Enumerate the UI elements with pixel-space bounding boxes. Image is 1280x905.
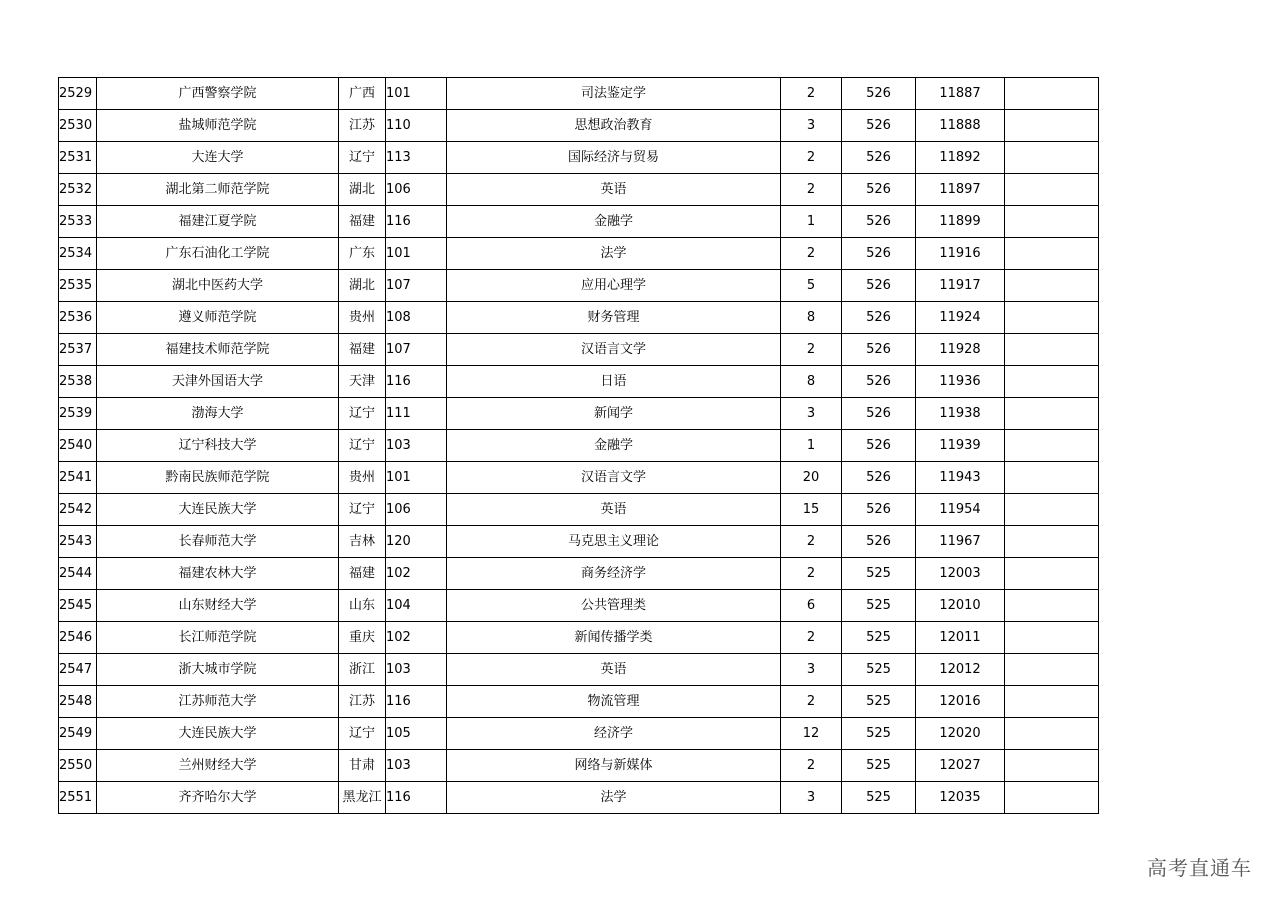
row-index-cell: 2530 [59, 110, 97, 142]
row-index-cell: 2543 [59, 526, 97, 558]
note-cell [1005, 782, 1099, 814]
min-score-cell: 526 [842, 334, 916, 366]
min-score-cell: 525 [842, 654, 916, 686]
min-rank-cell: 12035 [916, 782, 1005, 814]
province-cell: 江苏 [339, 110, 386, 142]
plan-count-cell: 2 [781, 686, 842, 718]
row-index-cell: 2538 [59, 366, 97, 398]
note-cell [1005, 238, 1099, 270]
note-cell [1005, 270, 1099, 302]
province-cell: 辽宁 [339, 718, 386, 750]
note-cell [1005, 110, 1099, 142]
table-row [59, 686, 1099, 718]
table-row [59, 430, 1099, 462]
table-row [59, 526, 1099, 558]
row-index-cell: 2542 [59, 494, 97, 526]
note-cell [1005, 654, 1099, 686]
school-name-cell: 天津外国语大学 [97, 366, 339, 398]
province-cell: 福建 [339, 558, 386, 590]
major-name-cell: 汉语言文学 [447, 462, 781, 494]
watermark-text: 高考直通车 [1147, 856, 1252, 880]
row-index-cell: 2529 [59, 78, 97, 110]
min-score-cell: 526 [842, 206, 916, 238]
major-name-cell: 法学 [447, 782, 781, 814]
note-cell [1005, 686, 1099, 718]
school-name-cell: 齐齐哈尔大学 [97, 782, 339, 814]
table-row [59, 750, 1099, 782]
plan-count-cell: 1 [781, 430, 842, 462]
major-name-cell: 应用心理学 [447, 270, 781, 302]
major-name-cell: 网络与新媒体 [447, 750, 781, 782]
plan-count-cell: 3 [781, 782, 842, 814]
major-name-cell: 新闻学 [447, 398, 781, 430]
plan-count-cell: 8 [781, 366, 842, 398]
row-index-cell: 2532 [59, 174, 97, 206]
min-rank-cell: 11967 [916, 526, 1005, 558]
min-rank-cell: 11916 [916, 238, 1005, 270]
min-rank-cell: 12016 [916, 686, 1005, 718]
min-rank-cell: 12027 [916, 750, 1005, 782]
school-name-cell: 福建农林大学 [97, 558, 339, 590]
note-cell [1005, 590, 1099, 622]
school-name-cell: 大连大学 [97, 142, 339, 174]
school-name-cell: 江苏师范大学 [97, 686, 339, 718]
school-name-cell: 大连民族大学 [97, 494, 339, 526]
major-name-cell: 法学 [447, 238, 781, 270]
note-cell [1005, 558, 1099, 590]
row-index-cell: 2541 [59, 462, 97, 494]
row-index-cell: 2547 [59, 654, 97, 686]
major-code-cell: 110 [386, 110, 447, 142]
min-score-cell: 525 [842, 558, 916, 590]
province-cell: 广东 [339, 238, 386, 270]
school-name-cell: 山东财经大学 [97, 590, 339, 622]
table-row [59, 78, 1099, 110]
table-row [59, 590, 1099, 622]
table-row [59, 494, 1099, 526]
row-index-cell: 2550 [59, 750, 97, 782]
min-rank-cell: 11943 [916, 462, 1005, 494]
table-body [59, 78, 1099, 814]
school-name-cell: 福建江夏学院 [97, 206, 339, 238]
plan-count-cell: 1 [781, 206, 842, 238]
major-code-cell: 108 [386, 302, 447, 334]
province-cell: 黑龙江 [339, 782, 386, 814]
min-score-cell: 525 [842, 782, 916, 814]
min-score-cell: 526 [842, 78, 916, 110]
school-name-cell: 广西警察学院 [97, 78, 339, 110]
school-name-cell: 盐城师范学院 [97, 110, 339, 142]
province-cell: 福建 [339, 334, 386, 366]
min-score-cell: 526 [842, 494, 916, 526]
row-index-cell: 2548 [59, 686, 97, 718]
province-cell: 福建 [339, 206, 386, 238]
note-cell [1005, 430, 1099, 462]
school-name-cell: 渤海大学 [97, 398, 339, 430]
min-score-cell: 526 [842, 270, 916, 302]
school-name-cell: 长春师范大学 [97, 526, 339, 558]
major-code-cell: 116 [386, 686, 447, 718]
note-cell [1005, 302, 1099, 334]
note-cell [1005, 206, 1099, 238]
plan-count-cell: 8 [781, 302, 842, 334]
min-rank-cell: 11892 [916, 142, 1005, 174]
table-row [59, 334, 1099, 366]
plan-count-cell: 3 [781, 398, 842, 430]
row-index-cell: 2540 [59, 430, 97, 462]
row-index-cell: 2536 [59, 302, 97, 334]
school-name-cell: 兰州财经大学 [97, 750, 339, 782]
table-row [59, 270, 1099, 302]
major-name-cell: 日语 [447, 366, 781, 398]
province-cell: 天津 [339, 366, 386, 398]
major-name-cell: 财务管理 [447, 302, 781, 334]
table-row [59, 366, 1099, 398]
major-code-cell: 107 [386, 270, 447, 302]
plan-count-cell: 2 [781, 622, 842, 654]
province-cell: 辽宁 [339, 430, 386, 462]
min-rank-cell: 11924 [916, 302, 1005, 334]
school-name-cell: 湖北第二师范学院 [97, 174, 339, 206]
province-cell: 辽宁 [339, 142, 386, 174]
table-row [59, 238, 1099, 270]
note-cell [1005, 526, 1099, 558]
plan-count-cell: 12 [781, 718, 842, 750]
note-cell [1005, 366, 1099, 398]
min-rank-cell: 11887 [916, 78, 1005, 110]
plan-count-cell: 6 [781, 590, 842, 622]
major-name-cell: 经济学 [447, 718, 781, 750]
row-index-cell: 2539 [59, 398, 97, 430]
major-name-cell: 公共管理类 [447, 590, 781, 622]
major-name-cell: 司法鉴定学 [447, 78, 781, 110]
min-rank-cell: 12011 [916, 622, 1005, 654]
school-name-cell: 黔南民族师范学院 [97, 462, 339, 494]
row-index-cell: 2531 [59, 142, 97, 174]
note-cell [1005, 718, 1099, 750]
min-score-cell: 526 [842, 302, 916, 334]
plan-count-cell: 15 [781, 494, 842, 526]
plan-count-cell: 2 [781, 238, 842, 270]
major-code-cell: 103 [386, 750, 447, 782]
table-row [59, 622, 1099, 654]
province-cell: 江苏 [339, 686, 386, 718]
min-score-cell: 526 [842, 462, 916, 494]
major-name-cell: 商务经济学 [447, 558, 781, 590]
row-index-cell: 2534 [59, 238, 97, 270]
plan-count-cell: 3 [781, 654, 842, 686]
major-code-cell: 104 [386, 590, 447, 622]
min-rank-cell: 12003 [916, 558, 1005, 590]
plan-count-cell: 2 [781, 142, 842, 174]
province-cell: 湖北 [339, 270, 386, 302]
major-code-cell: 107 [386, 334, 447, 366]
min-score-cell: 525 [842, 622, 916, 654]
table-row [59, 782, 1099, 814]
note-cell [1005, 494, 1099, 526]
major-name-cell: 英语 [447, 654, 781, 686]
row-index-cell: 2544 [59, 558, 97, 590]
school-name-cell: 大连民族大学 [97, 718, 339, 750]
school-name-cell: 辽宁科技大学 [97, 430, 339, 462]
major-code-cell: 101 [386, 238, 447, 270]
note-cell [1005, 78, 1099, 110]
province-cell: 山东 [339, 590, 386, 622]
plan-count-cell: 2 [781, 558, 842, 590]
note-cell [1005, 462, 1099, 494]
major-code-cell: 105 [386, 718, 447, 750]
province-cell: 辽宁 [339, 494, 386, 526]
plan-count-cell: 5 [781, 270, 842, 302]
major-name-cell: 国际经济与贸易 [447, 142, 781, 174]
major-code-cell: 116 [386, 782, 447, 814]
min-rank-cell: 11954 [916, 494, 1005, 526]
province-cell: 甘肃 [339, 750, 386, 782]
major-name-cell: 英语 [447, 174, 781, 206]
table-row [59, 462, 1099, 494]
row-index-cell: 2533 [59, 206, 97, 238]
major-code-cell: 106 [386, 174, 447, 206]
plan-count-cell: 2 [781, 750, 842, 782]
row-index-cell: 2545 [59, 590, 97, 622]
min-rank-cell: 12012 [916, 654, 1005, 686]
note-cell [1005, 750, 1099, 782]
major-code-cell: 111 [386, 398, 447, 430]
min-score-cell: 526 [842, 142, 916, 174]
major-code-cell: 116 [386, 206, 447, 238]
min-score-cell: 525 [842, 686, 916, 718]
major-code-cell: 101 [386, 462, 447, 494]
min-score-cell: 526 [842, 238, 916, 270]
note-cell [1005, 622, 1099, 654]
min-rank-cell: 11936 [916, 366, 1005, 398]
major-name-cell: 英语 [447, 494, 781, 526]
plan-count-cell: 3 [781, 110, 842, 142]
min-rank-cell: 11938 [916, 398, 1005, 430]
table-row [59, 558, 1099, 590]
school-name-cell: 湖北中医药大学 [97, 270, 339, 302]
table-row [59, 110, 1099, 142]
min-rank-cell: 11899 [916, 206, 1005, 238]
table-row [59, 398, 1099, 430]
major-code-cell: 101 [386, 78, 447, 110]
min-rank-cell: 11888 [916, 110, 1005, 142]
province-cell: 湖北 [339, 174, 386, 206]
note-cell [1005, 142, 1099, 174]
table-row [59, 206, 1099, 238]
min-score-cell: 526 [842, 110, 916, 142]
province-cell: 重庆 [339, 622, 386, 654]
min-rank-cell: 12010 [916, 590, 1005, 622]
major-name-cell: 新闻传播学类 [447, 622, 781, 654]
major-code-cell: 103 [386, 430, 447, 462]
major-name-cell: 金融学 [447, 430, 781, 462]
min-score-cell: 525 [842, 590, 916, 622]
note-cell [1005, 398, 1099, 430]
province-cell: 浙江 [339, 654, 386, 686]
province-cell: 吉林 [339, 526, 386, 558]
table-row [59, 174, 1099, 206]
note-cell [1005, 174, 1099, 206]
table-row [59, 718, 1099, 750]
province-cell: 广西 [339, 78, 386, 110]
min-rank-cell: 12020 [916, 718, 1005, 750]
major-name-cell: 物流管理 [447, 686, 781, 718]
min-score-cell: 525 [842, 750, 916, 782]
major-name-cell: 思想政治教育 [447, 110, 781, 142]
min-score-cell: 525 [842, 718, 916, 750]
min-score-cell: 526 [842, 430, 916, 462]
min-score-cell: 526 [842, 398, 916, 430]
table-row [59, 142, 1099, 174]
plan-count-cell: 2 [781, 334, 842, 366]
school-name-cell: 福建技术师范学院 [97, 334, 339, 366]
major-code-cell: 106 [386, 494, 447, 526]
province-cell: 辽宁 [339, 398, 386, 430]
min-score-cell: 526 [842, 366, 916, 398]
plan-count-cell: 2 [781, 174, 842, 206]
school-name-cell: 遵义师范学院 [97, 302, 339, 334]
min-score-cell: 526 [842, 526, 916, 558]
row-index-cell: 2537 [59, 334, 97, 366]
min-rank-cell: 11939 [916, 430, 1005, 462]
province-cell: 贵州 [339, 462, 386, 494]
table-row [59, 302, 1099, 334]
major-name-cell: 金融学 [447, 206, 781, 238]
min-rank-cell: 11928 [916, 334, 1005, 366]
note-cell [1005, 334, 1099, 366]
major-code-cell: 102 [386, 622, 447, 654]
min-score-cell: 526 [842, 174, 916, 206]
school-name-cell: 浙大城市学院 [97, 654, 339, 686]
row-index-cell: 2551 [59, 782, 97, 814]
plan-count-cell: 2 [781, 78, 842, 110]
table-row [59, 654, 1099, 686]
row-index-cell: 2549 [59, 718, 97, 750]
school-name-cell: 长江师范学院 [97, 622, 339, 654]
major-name-cell: 马克思主义理论 [447, 526, 781, 558]
major-code-cell: 103 [386, 654, 447, 686]
major-code-cell: 116 [386, 366, 447, 398]
row-index-cell: 2546 [59, 622, 97, 654]
plan-count-cell: 2 [781, 526, 842, 558]
row-index-cell: 2535 [59, 270, 97, 302]
major-code-cell: 102 [386, 558, 447, 590]
major-code-cell: 120 [386, 526, 447, 558]
province-cell: 贵州 [339, 302, 386, 334]
min-rank-cell: 11897 [916, 174, 1005, 206]
plan-count-cell: 20 [781, 462, 842, 494]
school-name-cell: 广东石油化工学院 [97, 238, 339, 270]
major-name-cell: 汉语言文学 [447, 334, 781, 366]
major-code-cell: 113 [386, 142, 447, 174]
min-rank-cell: 11917 [916, 270, 1005, 302]
admission-table [58, 77, 1099, 814]
